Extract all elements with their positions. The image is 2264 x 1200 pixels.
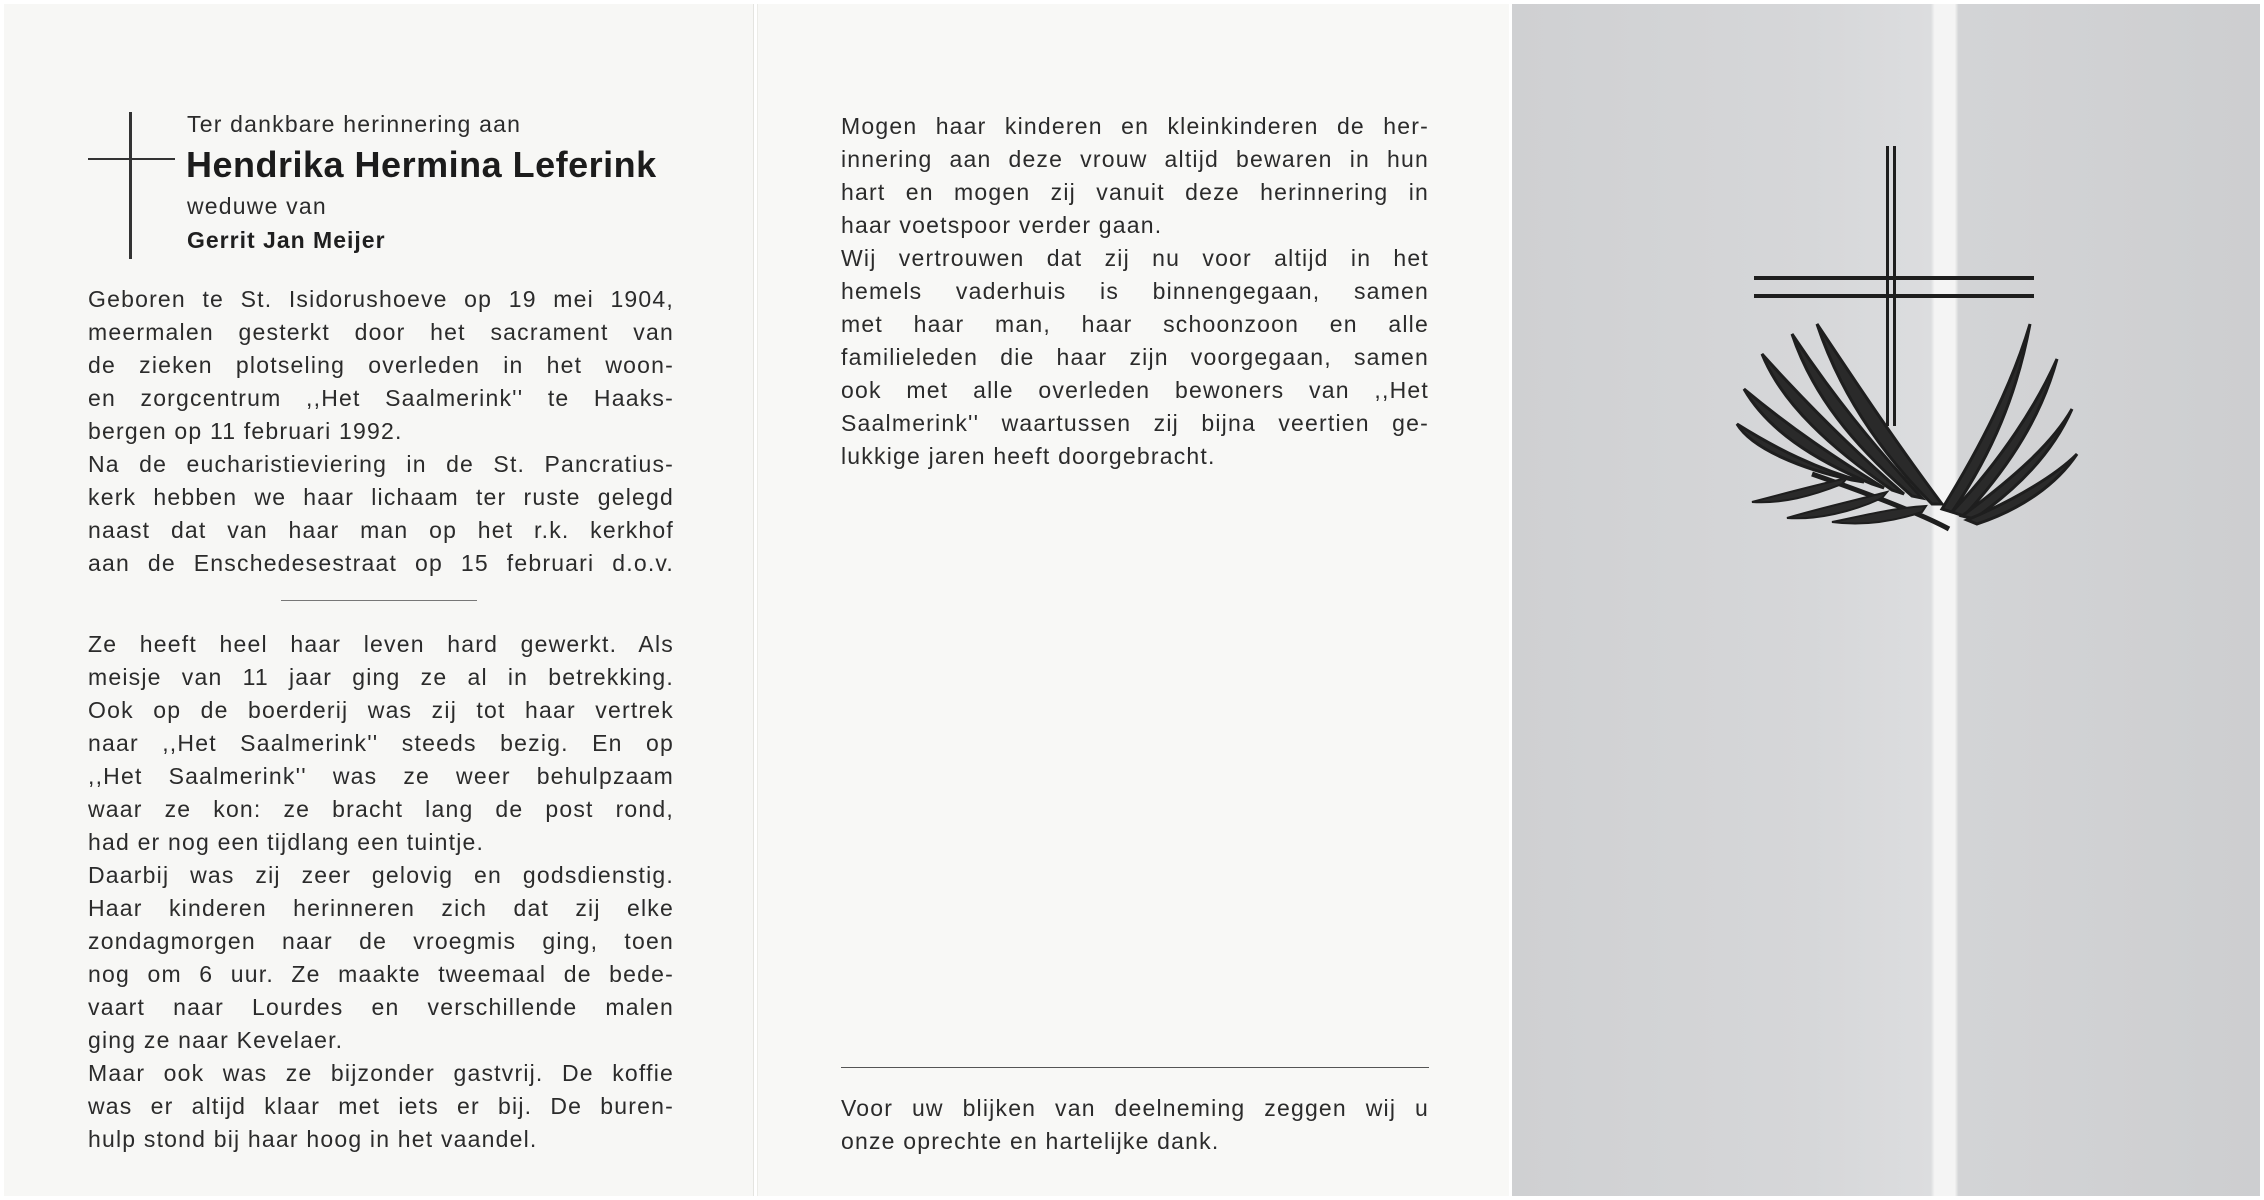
text-line: lukkige jaren heeft doorgebracht. bbox=[841, 443, 1216, 469]
text-line: Maar ook was ze bijzonder gastvrij. De koffie bbox=[88, 1060, 674, 1086]
text-line: was er altijd klaar met iets er bij. De buren- bbox=[88, 1093, 674, 1119]
text-line: naast dat van haar man op het r.k. kerkhof bbox=[88, 517, 674, 543]
text-line: Daarbij was zij zeer gelovig en godsdienstig. bbox=[88, 862, 674, 888]
text-line: had er nog een tijdlang een tuintje. bbox=[88, 829, 485, 855]
text-line: Saalmerink'' waartussen zij bijna veertien ge- bbox=[841, 410, 1429, 436]
card-left-page bbox=[4, 4, 754, 1196]
text-line: onze oprechte en hartelijke dank. bbox=[841, 1128, 1220, 1154]
text-line: kerk hebben we haar lichaam ter ruste gelegd bbox=[88, 484, 674, 510]
card-middle-page bbox=[757, 4, 1509, 1196]
text-line: Haar kinderen herinneren zich dat zij elke bbox=[88, 895, 674, 921]
intro-text: Ter dankbare herinnering aan bbox=[187, 111, 522, 137]
text-line: de zieken plotseling overleden in het woon- bbox=[88, 352, 674, 378]
deceased-name: Hendrika Hermina Leferink bbox=[186, 144, 657, 185]
text-line: ging ze naar Kevelaer. bbox=[88, 1027, 344, 1053]
section-divider bbox=[281, 600, 477, 601]
text-line: haar voetspoor verder gaan. bbox=[841, 212, 1163, 238]
text-line: met haar man, haar schoonzoon en alle bbox=[841, 311, 1429, 337]
text-line: innering aan deze vrouw altijd bewaren in hun bbox=[841, 146, 1429, 172]
text-line: hemels vaderhuis is binnengegaan, samen bbox=[841, 278, 1429, 304]
text-line: ook met alle overleden bewoners van ,,Het bbox=[841, 377, 1429, 403]
text-line: nog om 6 uur. Ze maakte tweemaal de bede- bbox=[88, 961, 674, 987]
text-line: Geboren te St. Isidorushoeve op 19 mei 1904, bbox=[88, 286, 674, 312]
text-line: vaart naar Lourdes en verschillende malen bbox=[88, 994, 674, 1020]
text-line: Ook op de boerderij was zij tot haar vertrek bbox=[88, 697, 674, 723]
text-line: ,,Het Saalmerink'' was ze weer behulpzaam bbox=[88, 763, 674, 789]
text-line: Voor uw blijken van deelneming zeggen wij u bbox=[841, 1095, 1429, 1121]
cross-with-palm-branches-icon bbox=[1512, 4, 2260, 1196]
text-line: waar ze kon: ze bracht lang de post rond, bbox=[88, 796, 674, 822]
text-line: bergen op 11 februari 1992. bbox=[88, 418, 403, 444]
text-line: hulp stond bij haar hoog in het vaandel. bbox=[88, 1126, 538, 1152]
text-line: zondagmorgen naar de vroegmis ging, toen bbox=[88, 928, 674, 954]
thanks-divider bbox=[841, 1067, 1429, 1068]
text-line: Na de eucharistieviering in de St. Pancratius- bbox=[88, 451, 674, 477]
text-line: meisje van 11 jaar ging ze al in betrekking. bbox=[88, 664, 674, 690]
text-line: Ze heeft heel haar leven hard gewerkt. Als bbox=[88, 631, 674, 657]
text-line: aan de Enschedesestraat op 15 februari d.o.v. bbox=[88, 550, 674, 576]
text-line: en zorgcentrum ,,Het Saalmerink'' te Haaks- bbox=[88, 385, 674, 411]
text-line: Mogen haar kinderen en kleinkinderen de her- bbox=[841, 113, 1429, 139]
text-line: meermalen gesterkt door het sacrament van bbox=[88, 319, 674, 345]
text-line: hart en mogen zij vanuit deze herinnering in bbox=[841, 179, 1429, 205]
card-cover-page bbox=[1512, 4, 2260, 1196]
spouse-name: Gerrit Jan Meijer bbox=[187, 227, 386, 253]
text-line: Wij vertrouwen dat zij nu voor altijd in het bbox=[841, 245, 1429, 271]
text-line: familieleden die haar zijn voorgegaan, samen bbox=[841, 344, 1429, 370]
widow-of-text: weduwe van bbox=[187, 193, 327, 219]
text-line: naar ,,Het Saalmerink'' steeds bezig. En op bbox=[88, 730, 674, 756]
